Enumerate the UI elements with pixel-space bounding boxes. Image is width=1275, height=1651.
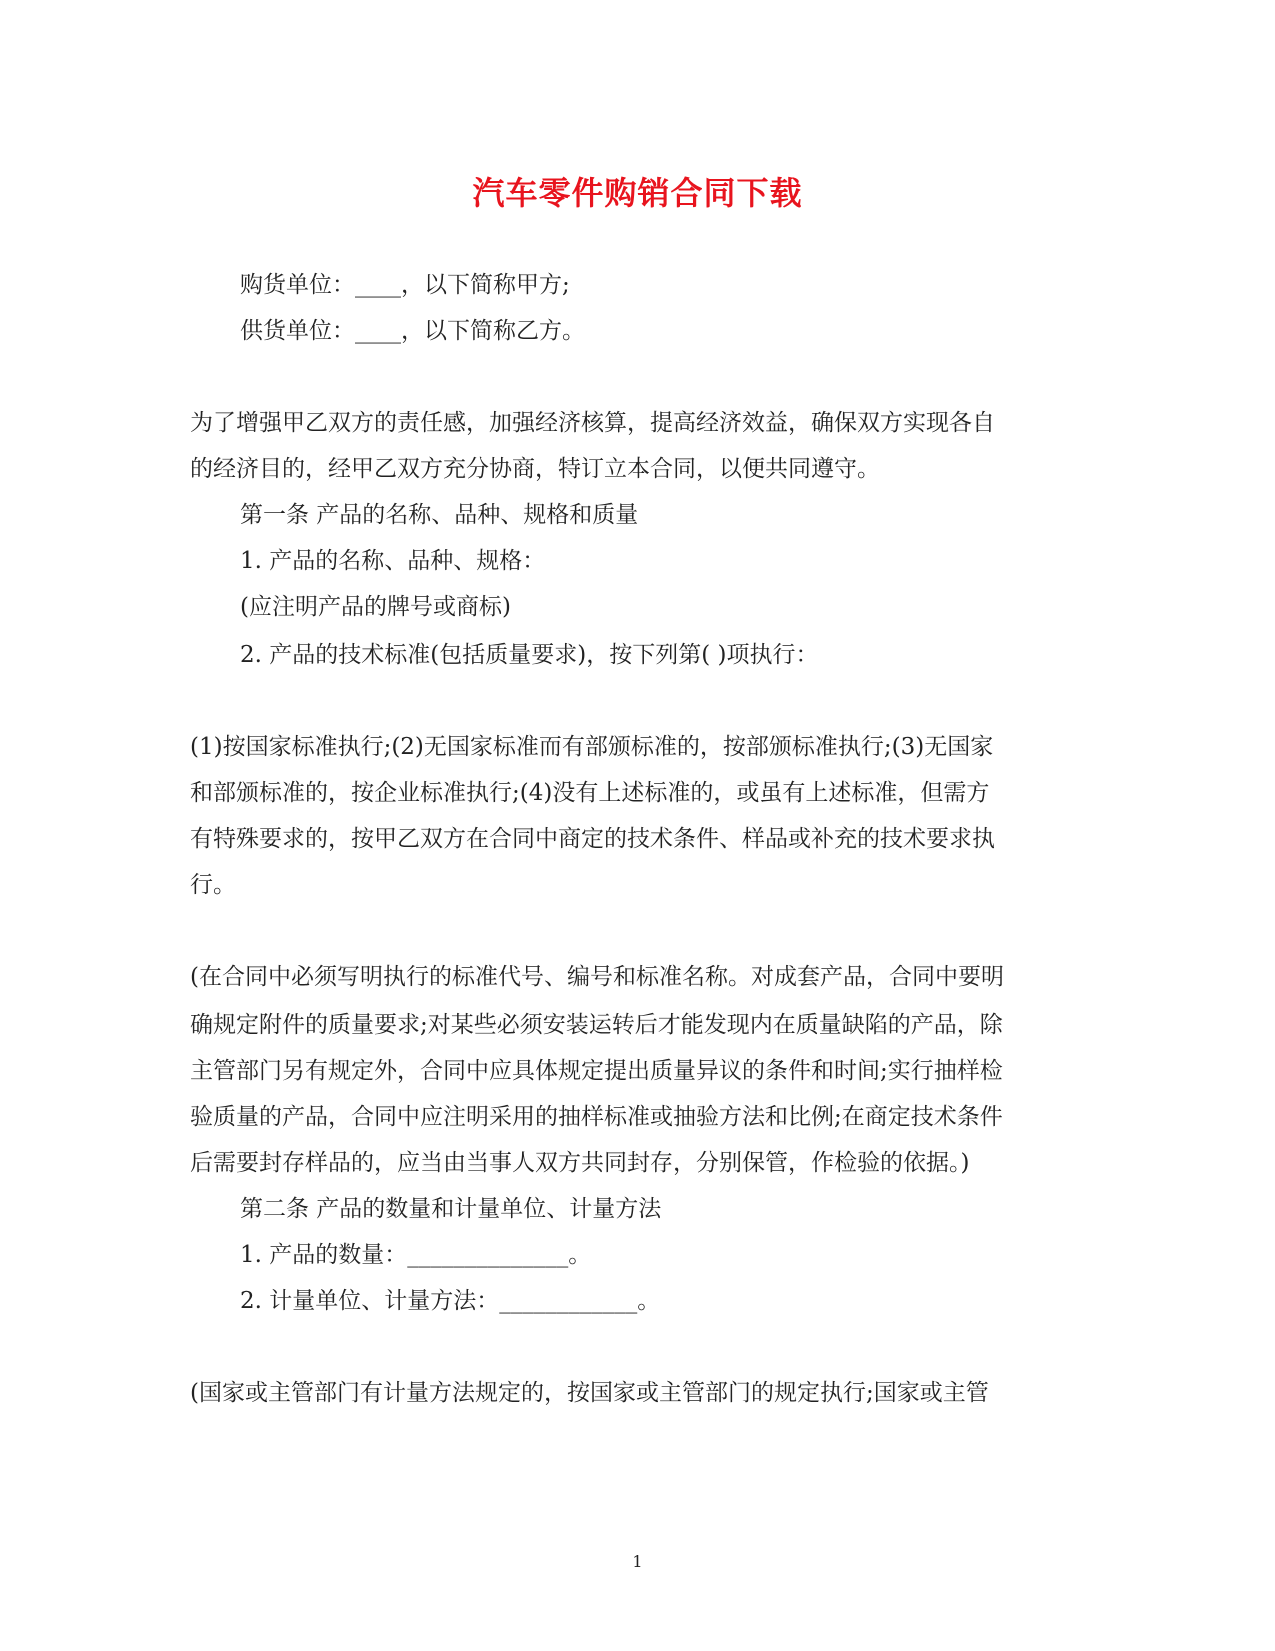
paragraph-line: 2. 计量单位、计量方法：____________。 (240, 1288, 661, 1314)
paragraph-line: 2. 产品的技术标准(包括质量要求)，按下列第( )项执行： (240, 642, 819, 668)
paragraph-line: 为了增强甲乙双方的责任感，加强经济核算，提高经济效益，确保双方实现各自 (190, 410, 995, 436)
paragraph-line: 的经济目的，经甲乙双方充分协商，特订立本合同，以便共同遵守。 (190, 456, 880, 482)
paragraph-line: 确规定附件的质量要求;对某些必须安装运转后才能发现内在质量缺陷的产品，除 (190, 1012, 1003, 1038)
paragraph-line: (在合同中必须写明执行的标准代号、编号和标准名称。对成套产品，合同中要明 (190, 964, 1004, 990)
paragraph-line: 有特殊要求的，按甲乙双方在合同中商定的技术条件、样品或补充的技术要求执 (190, 826, 995, 852)
paragraph-line: 后需要封存样品的，应当由当事人双方共同封存，分别保管，作检验的依据。) (190, 1150, 970, 1176)
seller-line: 供货单位：____，以下简称乙方。 (240, 318, 585, 344)
paragraph-line: (国家或主管部门有计量方法规定的，按国家或主管部门的规定执行;国家或主管 (190, 1380, 989, 1406)
page-number: 1 (632, 1552, 643, 1571)
paragraph-line: 1. 产品的数量：______________。 (240, 1242, 592, 1268)
paragraph-line: 主管部门另有规定外，合同中应具体规定提出质量异议的条件和时间;实行抽样检 (190, 1058, 1003, 1084)
buyer-line: 购货单位：____，以下简称甲方; (240, 272, 570, 298)
paragraph-line: 行。 (190, 872, 236, 898)
article-heading: 第一条 产品的名称、品种、规格和质量 (240, 502, 639, 528)
paragraph-line: 验质量的产品，合同中应注明采用的抽样标准或抽验方法和比例;在商定技术条件 (190, 1104, 1003, 1130)
article-heading: 第二条 产品的数量和计量单位、计量方法 (240, 1196, 662, 1222)
paragraph-line: (1)按国家标准执行;(2)无国家标准而有部颁标准的，按部颁标准执行;(3)无国家 (190, 734, 994, 760)
document-title: 汽车零件购销合同下载 (472, 174, 803, 212)
paragraph-line: 和部颁标准的，按企业标准执行;(4)没有上述标准的，或虽有上述标准，但需方 (190, 780, 990, 806)
paragraph-line: (应注明产品的牌号或商标) (240, 594, 511, 620)
paragraph-line: 1. 产品的名称、品种、规格： (240, 548, 546, 574)
